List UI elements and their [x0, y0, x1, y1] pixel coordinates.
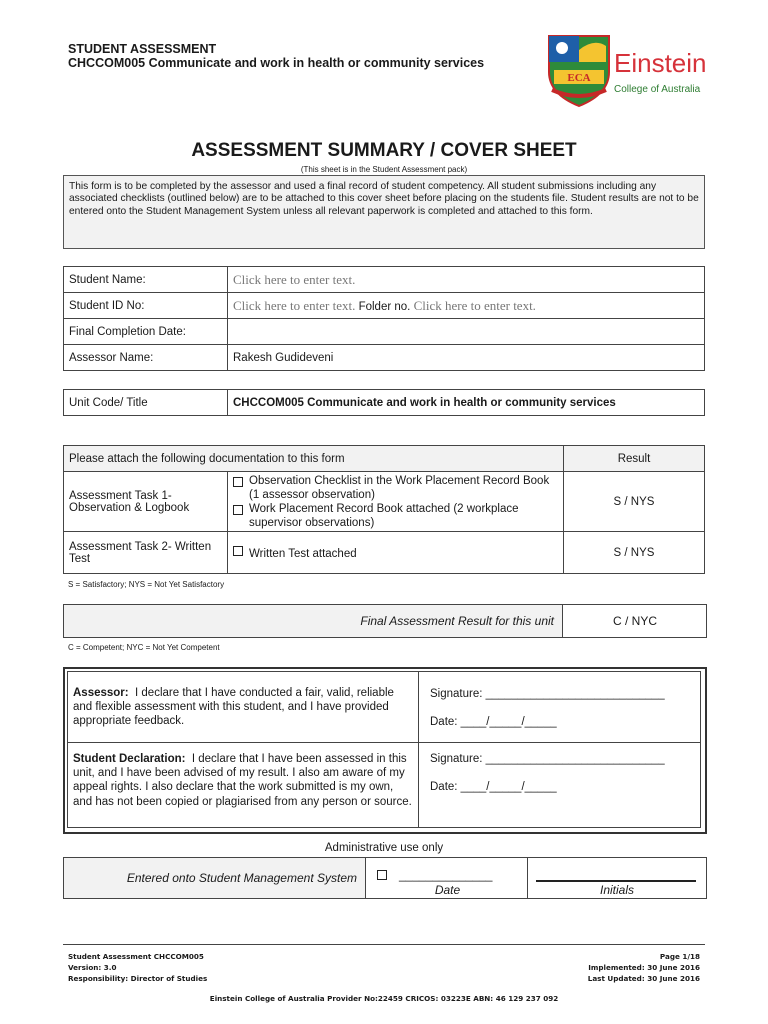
footer-provider: Einstein College of Australia Provider No:22459 CRICOS: 03223E ABN: 46 129 237 092	[209, 994, 559, 1003]
intro-box: This form is to be completed by the assessor and used a final record of student competency. All student submissions including any associated checklists (outlined below) are to be attached to this cover sheet before placing on the students file. Student results are not to be entered onto the Student Management System unless all relevant paperwork is completed and attached to this form.	[63, 175, 705, 249]
task1-items	[228, 472, 564, 532]
admin-initials-caption: Initials	[599, 883, 634, 897]
task1-item2-text: Work Placement Record Book attached (2 workplace supervisor observations)	[249, 502, 519, 529]
checkbox[interactable]	[233, 505, 243, 515]
college-logo	[544, 32, 710, 108]
assessor-signature-line[interactable]: Signature: ____________________________	[430, 688, 665, 700]
header-unit-title: CHCCOM005 Communicate and work in health or community services	[68, 56, 485, 70]
shield-crest-icon	[544, 32, 614, 108]
task1-result[interactable]: S / NYS	[564, 472, 705, 532]
assessor-declaration	[73, 686, 408, 728]
table-row	[64, 532, 705, 574]
assessor-name-value[interactable]: Rakesh Gudideveni	[228, 345, 705, 371]
student-declaration	[73, 752, 413, 809]
table-header-row	[64, 446, 705, 472]
task2-result[interactable]: S / NYS	[564, 532, 705, 574]
admin-date-cell	[367, 858, 528, 898]
assessor-declaration-title: Assessor:	[73, 687, 129, 699]
result-legend: S = Satisfactory; NYS = Not Yet Satisfactory	[68, 580, 225, 589]
student-date-line[interactable]: Date: ____/_____/_____	[430, 781, 557, 793]
competency-legend: C = Competent; NYC = Not Yet Competent	[68, 643, 220, 652]
sms-entry-label: Entered onto Student Management System	[64, 858, 366, 898]
admin-use-label: Administrative use only	[324, 842, 444, 854]
unit-code-label: Unit Code/ Title	[64, 390, 228, 416]
footer-divider	[63, 944, 705, 945]
student-id-placeholder[interactable]: Click here to enter text.	[233, 297, 356, 313]
task1-item1-text: Observation Checklist in the Work Placement Record Book (1 assessor observation)	[249, 474, 550, 501]
result-header: Result	[564, 446, 705, 472]
header-title: STUDENT ASSESSMENT	[68, 42, 217, 56]
folder-no-label: Folder no.	[358, 300, 411, 313]
checkbox[interactable]	[377, 870, 387, 880]
table-row	[64, 345, 705, 371]
student-declaration-title: Student Declaration:	[73, 753, 186, 765]
footer-version: Version: 3.0	[68, 963, 117, 972]
task2-item1-text: Written Test attached	[249, 547, 357, 560]
admin-date-blank[interactable]: ______________	[399, 868, 493, 882]
student-id-field[interactable]	[228, 293, 705, 319]
list-item	[233, 502, 558, 530]
folder-no-placeholder[interactable]: Click here to enter text.	[413, 297, 536, 313]
footer-left	[68, 951, 207, 984]
admin-box	[63, 857, 707, 899]
student-name-placeholder[interactable]: Click here to enter text.	[233, 271, 356, 287]
table-row	[64, 319, 705, 345]
table-row	[64, 390, 705, 416]
admin-initials-cell	[528, 858, 706, 898]
completion-date-label: Final Completion Date:	[64, 319, 228, 345]
page-title: ASSESSMENT SUMMARY / COVER SHEET	[191, 140, 577, 161]
table-row	[64, 472, 705, 532]
footer-doc-name: Student Assessment CHCCOM005	[68, 952, 204, 961]
unit-table	[63, 389, 705, 416]
assessor-declaration-text: I declare that I have conducted a fair, valid, reliable and flexible assessment with this student, and I have provided appropriate feedback.	[73, 687, 394, 727]
task2-label: Assessment Task 2- Written Test	[64, 532, 228, 574]
table-row	[64, 293, 705, 319]
footer-responsibility: Responsibility: Director of Studies	[68, 974, 208, 983]
footer-updated: Last Updated: 30 June 2016	[587, 974, 700, 983]
documentation-header: Please attach the following documentation to this form	[64, 446, 564, 472]
task1-label: Assessment Task 1- Observation & Logbook	[64, 472, 228, 532]
logo-name: Einstein	[614, 48, 707, 78]
checkbox[interactable]	[233, 546, 243, 556]
page-subtitle: (This sheet is in the Student Assessment pack)	[300, 165, 468, 174]
student-declaration-text: I declare that I have been assessed in this unit, and I have been advised of my result. I also am aware of my appeal rights. I also declare that the work submitted is my own, and has not been copied or plagiarised from any person or source.	[73, 753, 412, 808]
documentation-table	[63, 445, 705, 574]
student-signature-line[interactable]: Signature: ____________________________	[430, 753, 665, 765]
task2-items	[228, 532, 564, 574]
logo-subtitle: College of Australia	[614, 84, 701, 95]
final-result-label: Final Assessment Result for this unit	[64, 605, 563, 637]
footer-implemented: Implemented: 30 June 2016	[588, 963, 700, 972]
final-result-box	[63, 604, 707, 638]
table-row	[64, 267, 705, 293]
logo-badge-text: ECA	[567, 72, 591, 84]
student-name-label: Student Name:	[64, 267, 228, 293]
assessor-date-line[interactable]: Date: ____/_____/_____	[430, 716, 557, 728]
student-name-field[interactable]	[228, 267, 705, 293]
checkbox[interactable]	[233, 477, 243, 487]
final-result-value[interactable]: C / NYC	[612, 614, 657, 628]
admin-date-caption: Date	[434, 883, 461, 897]
declaration-box	[63, 667, 707, 834]
initials-line[interactable]	[536, 880, 696, 882]
assessor-name-label: Assessor Name:	[64, 345, 228, 371]
footer-right	[588, 951, 700, 984]
unit-code-value: CHCCOM005 Communicate and work in health or community services	[228, 390, 705, 416]
student-info-table	[63, 266, 705, 371]
student-id-label: Student ID No:	[64, 293, 228, 319]
list-item	[233, 474, 558, 502]
completion-date-field[interactable]	[228, 319, 705, 345]
footer-page-number: Page 1/18	[659, 952, 700, 961]
